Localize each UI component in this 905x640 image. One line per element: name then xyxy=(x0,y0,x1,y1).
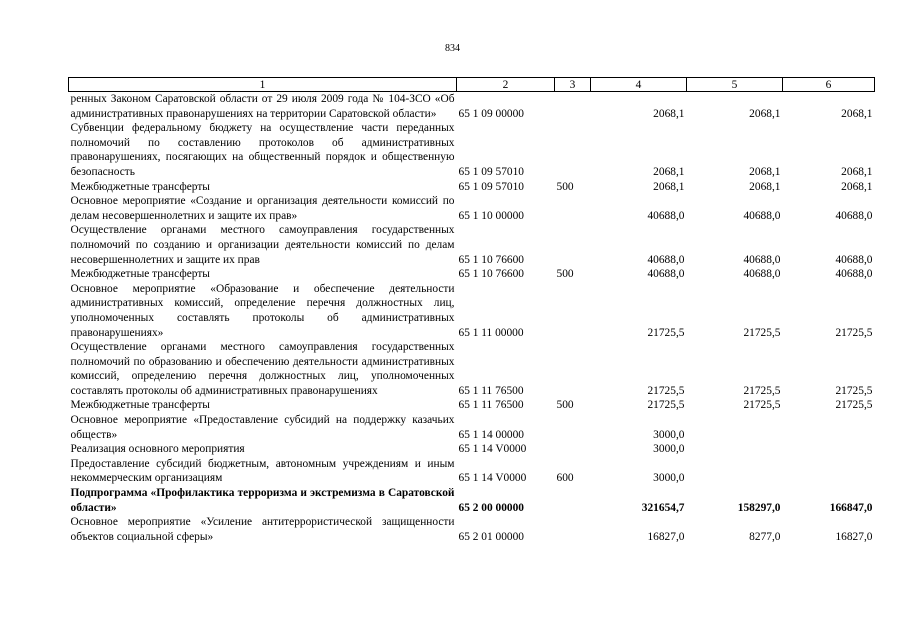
table-row xyxy=(69,442,875,457)
row-value-3-cell: 21725,5 xyxy=(835,384,873,397)
row-expense-type-cell xyxy=(555,515,591,544)
row-value-1-cell: 21725,5 xyxy=(647,399,685,412)
row-name-cell: Осуществление органами местного самоуправления государственных полномочий по образованию и обеспечению деятельности административных комиссий, определению перечня должностных лиц, уполномоченных составлять протоколы об административных правонарушениях xyxy=(70,341,455,397)
row-name-cell: Предоставление субсидий бюджетным, автономным учреждениям и иным некоммерческим организациям xyxy=(70,457,455,485)
row-expense-type-cell xyxy=(555,340,591,398)
row-value-2-cell: 158297,0 xyxy=(737,501,781,514)
row-value-3-cell: 21725,5 xyxy=(835,326,873,339)
row-name-cell: ренных Законом Саратовской области от 29 июля 2009 года № 104-ЗСО «Об административных правонарушениях на территории Саратовской области» xyxy=(70,93,455,120)
row-name-cell: Реализация основного мероприятия xyxy=(70,443,245,456)
row-value-3-cell: 40688,0 xyxy=(835,209,873,222)
row-value-1-cell: 3000,0 xyxy=(653,428,685,441)
row-code-cell: 65 1 09 00000 xyxy=(458,107,524,120)
row-value-1-cell: 40688,0 xyxy=(647,253,685,266)
row-name-cell: Основное мероприятие «Образование и обеспечение деятельности административных комиссий, определение перечня должностных лиц, уполномоченных составлять протоколы об административных правонарушениях» xyxy=(70,282,455,339)
row-code-cell: 65 1 14 V0000 xyxy=(458,472,527,485)
table-row xyxy=(69,282,875,340)
row-value-1-cell: 40688,0 xyxy=(647,209,685,222)
row-code-cell: 65 1 10 00000 xyxy=(458,209,524,222)
row-code-cell: 65 1 10 76600 xyxy=(458,268,524,281)
row-expense-type-cell: 600 xyxy=(556,472,574,485)
table-row xyxy=(69,340,875,398)
row-code-cell: 65 1 14 V0000 xyxy=(458,443,527,456)
row-value-1-cell: 21725,5 xyxy=(647,384,685,397)
row-expense-type-cell xyxy=(555,121,591,179)
row-code-cell: 65 1 14 00000 xyxy=(458,428,524,441)
row-value-3-cell: 40688,0 xyxy=(835,253,873,266)
row-value-1-cell: 2068,1 xyxy=(653,180,685,193)
row-value-2-cell: 40688,0 xyxy=(743,209,781,222)
row-value-3-cell xyxy=(783,442,875,457)
row-expense-type-cell xyxy=(555,194,591,223)
table-row xyxy=(69,486,875,515)
row-name-cell: Основное мероприятие «Усиление антитеррористической защищенности объектов социальной сферы» xyxy=(70,516,455,543)
row-value-2-cell xyxy=(687,457,783,486)
row-value-2-cell: 21725,5 xyxy=(743,384,781,397)
row-value-3-cell: 40688,0 xyxy=(835,268,873,281)
row-expense-type-cell: 500 xyxy=(556,180,574,193)
table-row xyxy=(69,398,875,413)
row-code-cell: 65 1 09 57010 xyxy=(458,165,524,178)
row-expense-type-cell xyxy=(555,282,591,340)
row-expense-type-cell xyxy=(555,413,591,442)
row-value-3-cell: 166847,0 xyxy=(829,501,873,514)
row-value-1-cell: 40688,0 xyxy=(647,268,685,281)
row-value-3-cell: 2068,1 xyxy=(841,180,873,193)
row-code-cell: 65 1 11 00000 xyxy=(458,326,524,339)
row-value-2-cell xyxy=(687,413,783,442)
row-code-cell: 65 1 09 57010 xyxy=(458,180,524,193)
row-value-1-cell: 321654,7 xyxy=(641,501,685,514)
header-col-1: 1 xyxy=(69,78,457,92)
row-value-1-cell: 2068,1 xyxy=(653,165,685,178)
page-number: 834 xyxy=(445,43,460,54)
header-col-6: 6 xyxy=(783,78,875,92)
row-value-2-cell: 40688,0 xyxy=(743,268,781,281)
row-name-cell: Межбюджетные трансферты xyxy=(70,180,210,193)
row-value-2-cell: 2068,1 xyxy=(749,180,781,193)
table-row xyxy=(69,121,875,179)
row-name-cell: Субвенции федеральному бюджету на осуществление части переданных полномочий по составлению протоколов об административных правонарушениях, посягающих на общественный порядок и общественную безопасность xyxy=(70,122,455,178)
header-col-5: 5 xyxy=(687,78,783,92)
row-value-3-cell: 21725,5 xyxy=(835,399,873,412)
row-code-cell: 65 2 00 00000 xyxy=(458,501,524,514)
table-row xyxy=(69,223,875,267)
row-value-2-cell: 2068,1 xyxy=(749,165,781,178)
table-row xyxy=(69,413,875,442)
budget-table xyxy=(68,77,875,544)
header-col-2: 2 xyxy=(457,78,555,92)
table-row xyxy=(69,180,875,195)
row-code-cell: 65 1 10 76600 xyxy=(458,253,524,266)
row-value-2-cell: 40688,0 xyxy=(743,253,781,266)
row-code-cell: 65 1 11 76500 xyxy=(458,399,524,412)
row-value-2-cell xyxy=(687,442,783,457)
row-code-cell: 65 1 11 76500 xyxy=(458,384,524,397)
table-row xyxy=(69,457,875,486)
row-value-3-cell: 2068,1 xyxy=(841,107,873,120)
row-value-1-cell: 3000,0 xyxy=(653,443,685,456)
row-expense-type-cell xyxy=(555,223,591,267)
table-row xyxy=(69,267,875,282)
row-value-2-cell: 8277,0 xyxy=(749,530,781,543)
row-value-3-cell xyxy=(783,457,875,486)
row-name-cell: Основное мероприятие «Создание и организация деятельности комиссий по делам несовершеннолетних и защите их прав» xyxy=(70,195,455,222)
row-expense-type-cell xyxy=(555,442,591,457)
row-name-cell: Подпрограмма «Профилактика терроризма и экстремизма в Саратовской области» xyxy=(70,487,455,514)
row-name-cell: Межбюджетные трансферты xyxy=(70,399,210,412)
row-value-2-cell: 21725,5 xyxy=(743,399,781,412)
row-expense-type-cell: 500 xyxy=(556,399,574,412)
row-expense-type-cell: 500 xyxy=(556,268,574,281)
row-value-2-cell: 2068,1 xyxy=(749,107,781,120)
header-col-3: 3 xyxy=(555,78,591,92)
table-row xyxy=(69,194,875,223)
table-header-row xyxy=(69,78,875,92)
row-value-1-cell: 16827,0 xyxy=(647,530,685,543)
row-name-cell: Основное мероприятие «Предоставление субсидий на поддержку казачьих обществ» xyxy=(70,414,455,441)
row-code-cell: 65 2 01 00000 xyxy=(458,530,524,543)
table-row xyxy=(69,515,875,544)
row-name-cell: Осуществление органами местного самоуправления государственных полномочий по созданию и организации деятельности комиссий по делам несовершеннолетних и защите их прав xyxy=(70,224,455,266)
table-row xyxy=(69,92,875,122)
header-col-4: 4 xyxy=(591,78,687,92)
row-value-1-cell: 21725,5 xyxy=(647,326,685,339)
row-value-3-cell xyxy=(783,413,875,442)
row-value-2-cell: 21725,5 xyxy=(743,326,781,339)
row-expense-type-cell xyxy=(555,486,591,515)
row-value-3-cell: 2068,1 xyxy=(841,165,873,178)
row-value-1-cell: 3000,0 xyxy=(653,472,685,485)
row-name-cell: Межбюджетные трансферты xyxy=(70,268,210,281)
row-expense-type-cell xyxy=(555,92,591,122)
row-value-1-cell: 2068,1 xyxy=(653,107,685,120)
row-value-3-cell: 16827,0 xyxy=(835,530,873,543)
